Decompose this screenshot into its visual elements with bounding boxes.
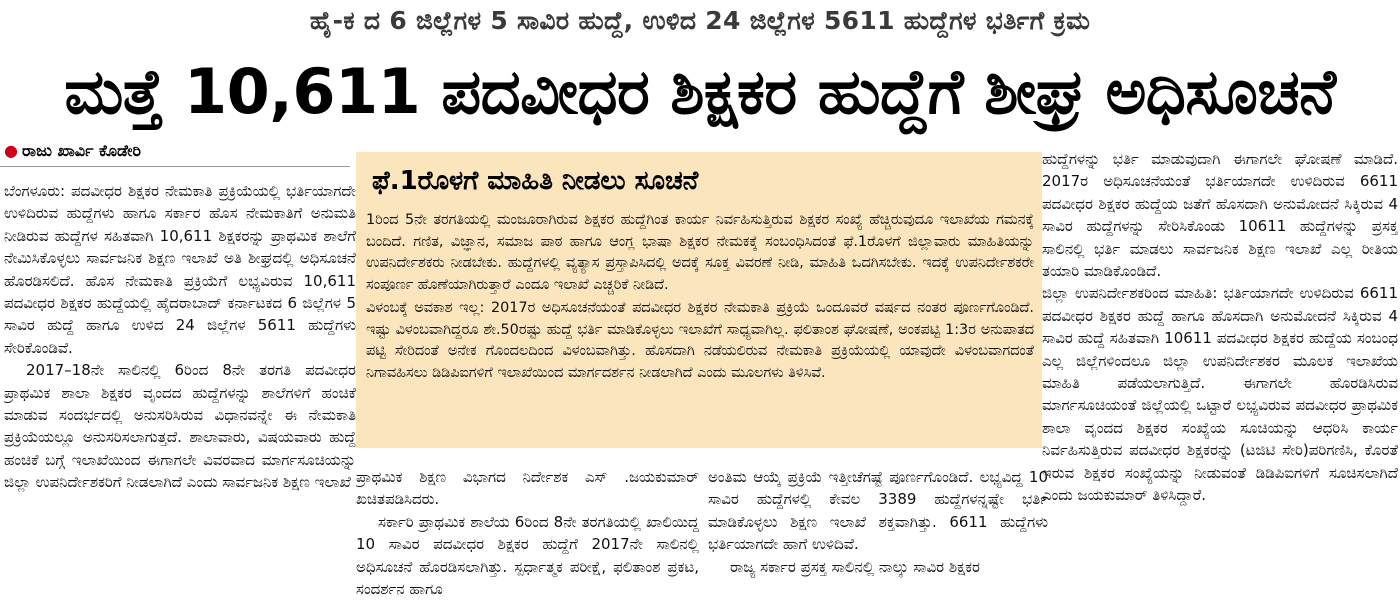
byline-divider <box>0 166 350 167</box>
column3-paragraph-1: ಅಂತಿಮ ಆಯ್ಕೆ ಪ್ರಕ್ರಿಯೆ ಇತ್ತೀಚೆಗಷ್ಟೆ ಪೂರ್ಣಗೊಂಡಿದೆ. ಲಭ್ಯವಿದ್ದ 10 ಸಾವಿರ ಹುದ್ದೆಗಳಲ್ಲಿ ಕೇವಲ 3389 ಹುದ್ದೆಗಳನ್ನಷ್ಟೇ ಭರ್ತಿ ಮಾಡಿಕೊಳ್ಳಲು ಶಿಕ್ಷಣ ಇಲಾಖೆ ಶಕ್ತವಾಗಿತ್ತು. 6611 ಹುದ್ದೆಗಳು ಭರ್ತಿಯಾಗದೇ ಹಾಗೆ ಉಳಿದಿವೆ. <box>708 468 1048 554</box>
sidebar-box-body <box>366 210 1034 442</box>
byline-author: ರಾಜು ಖಾರ್ವಿ ಕೊಡೇರಿ <box>21 141 141 160</box>
column4-paragraph-2: ಜಿಲ್ಲಾ ಉಪನಿರ್ದೇಶಕರಿಂದ ಮಾಹಿತಿ: ಭರ್ತಿಯಾಗದೇ ಉಳಿದಿರುವ 6611 ಪದವೀಧರ ಶಿಕ್ಷಕರ ಹುದ್ದೆ ಹಾಗೂ ಹೊಸದಾಗಿ ಅನುಮೋದನೆ ಸಿಕ್ಕಿರುವ 4 ಸಾವಿರ ಹುದ್ದೆ ಸಹಿತವಾಗಿ 10611 ಪದವೀಧರ ಶಿಕ್ಷಕರ ಹುದ್ದೆಯ ಸಂಬಂಧ ಎಲ್ಲ ಜಿಲ್ಲೆಗಳಿಂದಲೂ ಜಿಲ್ಲಾ ಉಪನಿರ್ದೇಶಕರ ಮೂಲಕ ಇಲಾಖೆಯ ಮಾಹಿತಿ ಪಡೆಯಲಾಗುತ್ತಿದೆ. ಈಗಾಗಲೇ ಹೊರಡಿಸಿರುವ ಮಾರ್ಗಸೂಚಿಯಂತೆ ಜಿಲ್ಲೆಯಲ್ಲಿ ಒಟ್ಟಾರೆ ಲಭ್ಯವಿರುವ ಪದವೀಧರ ಪ್ರಾಥಮಿಕ ಶಾಲಾ ವೃಂದದ ಶಿಕ್ಷಕರ ಸಂಖ್ಯೆಯ ಸೂಚಿಯನ್ನು ಆಧರಿಸಿ ಕಾರ್ಯ ನಿರ್ವಹಿಸುತ್ತಿರುವ ಪದವೀಧರ ಶಿಕ್ಷಕರನ್ನು (ಟಜಿಟಿ ಸೇರಿ)ಪರಿಗಣಿಸಿ, ಕೊರತೆ ಇರುವ ಶಿಕ್ಷಕರ ಸಂಖ್ಯೆಯನ್ನು ನೀಡುವಂತೆ ಡಿಡಿಪಿಐಗಳಿಗೆ ಸೂಚಿಸಲಾಗಿದೆ ಎಂದು ಜಯಕುಮಾರ್ ತಿಳಿಸಿದ್ದಾರೆ. <box>1042 284 1398 505</box>
column2-paragraph-2: ಸರ್ಕಾರಿ ಪ್ರಾಥಮಿಕ ಶಾಲೆಯ 6ರಿಂದ 8ನೇ ತರಗತಿಯಲ್ಲಿ ಖಾಲಿಯಿದ್ದ 10 ಸಾವಿರ ಪದವೀಧರ ಶಿಕ್ಷಕರ ಹುದ್ದೆಗೆ 2017ನೇ ಸಾಲಿನಲ್ಲಿ ಅಧಿಸೂಚನೆ ಹೊರಡಿಸಲಾಗಿತ್ತು. ಸ್ಪರ್ಧಾತ್ಮಕ ಪರೀಕ್ಷೆ, ಫಲಿತಾಂಶ ಪ್ರಕಟ, ಸಂದರ್ಶನ ಹಾಗೂ <box>356 512 699 599</box>
column1-paragraph-2: 2017–18ನೇ ಸಾಲಿನಲ್ಲಿ 6ರಿಂದ 8ನೇ ತರಗತಿ ಪದವೀಧರ ಪ್ರಾಥಮಿಕ ಶಾಲಾ ಶಿಕ್ಷಕರ ವೃಂದದ ಹುದ್ದೆಗಳನ್ನು ಶಾಲೆಗಳಿಗೆ ಹಂಚಿಕೆ ಮಾಡುವ ಸಂದರ್ಭದಲ್ಲಿ ಅನುಸರಿಸಿರುವ ವಿಧಾನವನ್ನೇ ಈ ನೇಮಕಾತಿ ಪ್ರಕ್ರಿಯೆಯಲ್ಲೂ ಅನುಸರಿಸಲಾಗುತ್ತದೆ. ಶಾಲಾವಾರು, ವಿಷಯವಾರು ಹುದ್ದೆ ಹಂಚಿಕೆ ಬಗ್ಗೆ ಇಲಾಖೆಯಿಂದ ಈಗಾಗಲೇ ವಿವರವಾದ ಮಾರ್ಗಸೂಚಿಯನ್ನು ಜಿಲ್ಲಾ ಉಪನಿರ್ದೇಶಕರಿಗೆ ನೀಡಲಾಗಿದೆ ಎಂದು ಸಾರ್ವಜನಿಕ ಶಿಕ್ಷಣ ಇಲಾಖೆ <box>4 361 356 492</box>
kicker-headline: ಹೈ-ಕ ದ 6 ಜಿಲ್ಲೆಗಳ 5 ಸಾವಿರ ಹುದ್ದೆ, ಉಳಿದ 24 ಜಿಲ್ಲೆಗಳ 5611 ಹುದ್ದೆಗಳ ಭರ್ತಿಗೆ ಕ್ರಮ <box>309 6 1091 35</box>
column3-paragraph-2: ರಾಜ್ಯ ಸರ್ಕಾರ ಪ್ರಸಕ್ತ ಸಾಲಿನಲ್ಲಿ ನಾಲ್ಕು ಸಾವಿರ ಶಿಕ್ಷಕರ <box>730 557 980 576</box>
sidebar-box-paragraph-1: 1ರಿಂದ 5ನೇ ತರಗತಿಯಲ್ಲಿ ಮಂಜೂರಾಗಿರುವ ಶಿಕ್ಷಕರ ಹುದ್ದೆಗಿಂತ ಕಾರ್ಯ ನಿರ್ವಹಿಸುತ್ತಿರುವ ಶಿಕ್ಷಕರ ಸಂಖ್ಯೆ ಹೆಚ್ಚಿರುವುದೂ ಇಲಾಖೆಯ ಗಮನಕ್ಕೆ ಬಂದಿದೆ. ಗಣಿತ, ವಿಜ್ಞಾನ, ಸಮಾಜ ಪಾಠ ಹಾಗೂ ಆಂಗ್ಲ ಭಾಷಾ ಶಿಕ್ಷಕರ ನೇಮಕಕ್ಕೆ ಸಂಬಂಧಿಸಿದಂತೆ ಫೆ.1ರೊಳಗೆ ಜಿಲ್ಲಾವಾರು ಮಾಹಿತಿಯನ್ನು ಉಪನಿರ್ದೇಶಕರು ನೀಡಬೇಕು. ಹುದ್ದೆಗಳಲ್ಲಿ ವ್ಯತ್ಯಾಸ ಪ್ರಸ್ತಾಪಿಸಿದಲ್ಲಿ ಅದಕ್ಕೆ ಸೂಕ್ತ ವಿವರಣೆ ನೀಡಿ, ಮಾಹಿತಿ ಒದಗಿಸಬೇಕು. ಇದಕ್ಕೆ ಉಪನಿರ್ದೇಶಕರೇ ಸಂಪೂರ್ಣ ಹೊಣೆಯಾಗಿರುತ್ತಾರೆ ಎಂದೂ ಇಲಾಖೆ ಎಚ್ಚರಿಕೆ ನೀಡಿದೆ. <box>366 212 1034 293</box>
article-column-2 <box>356 466 699 612</box>
article-column-4 <box>1042 148 1398 612</box>
sidebar-box-title: ಫೆ.1ರೊಳಗೆ ಮಾಹಿತಿ ನೀಡಲು ಸೂಚನೆ <box>372 166 699 196</box>
article-column-3 <box>708 466 1048 612</box>
article-column-1 <box>4 180 356 612</box>
column4-paragraph-1: ಹುದ್ದೆಗಳನ್ನು ಭರ್ತಿ ಮಾಡುವುದಾಗಿ ಈಗಾಗಲೇ ಘೋಷಣೆ ಮಾಡಿದೆ. 2017ರ ಅಧಿಸೂಚನೆಯಂತೆ ಭರ್ತಿಯಾಗದೇ ಉಳಿದಿರುವ 6611 ಪದವೀಧರ ಶಿಕ್ಷಕರ ಹುದ್ದೆಯ ಜತೆಗೆ ಹೊಸದಾಗಿ ಅನುಮೋದನೆ ಸಿಕ್ಕಿರುವ 4 ಸಾವಿರ ಹುದ್ದೆಗಳನ್ನು ಸೇರಿಸಿಕೊಂಡು 10611 ಹುದ್ದೆಗಳನ್ನು ಪ್ರಸಕ್ತ ಸಾಲಿನಲ್ಲಿ ಭರ್ತಿ ಮಾಡಲು ಸಾರ್ವಜನಿಕ ಶಿಕ್ಷಣ ಇಲಾಖೆ ಎಲ್ಲ ರೀತಿಯ ತಯಾರಿ ಮಾಡಿಕೊಂಡಿದೆ. <box>1042 150 1398 281</box>
byline <box>4 141 141 161</box>
sidebar-box-paragraph-2: ವಿಳಂಬಕ್ಕೆ ಅವಕಾಶ ಇಲ್ಲ: 2017ರ ಅಧಿಸೂಚನೆಯಂತೆ ಪದವೀಧರ ಶಿಕ್ಷಕರ ನೇಮಕಾತಿ ಪ್ರಕ್ರಿಯೆ ಒಂದೂವರೆ ವರ್ಷದ ನಂತರ ಪೂರ್ಣಗೊಂಡಿದೆ. ಇಷ್ಟು ವಿಳಂಬವಾಗಿದ್ದರೂ ಶೇ.50ರಷ್ಟು ಹುದ್ದೆ ಭರ್ತಿ ಮಾಡಿಕೊಳ್ಳಲು ಇಲಾಖೆಗೆ ಸಾಧ್ಯವಾಗಿಲ್ಲ. ಫಲಿತಾಂಶ ಘೋಷಣೆ, ಅಂಕಪಟ್ಟಿ 1:3ರ ಅನುಪಾತದ ಪಟ್ಟಿ ಸೇರಿದಂತೆ ಅನೇಕ ಗೊಂದಲದಿಂದ ವಿಳಂಬವಾಗಿತ್ತು. ಹೊಸದಾಗಿ ನಡೆಯಲಿರುವ ನೇಮಕಾತಿ ಪ್ರಕ್ರಿಯೆಯಲ್ಲಿ ಯಾವುದೇ ವಿಳಂಬವಾಗದಂತೆ ನಿಗಾವಹಿಸಲು ಡಿಡಿಪಿಐಗಳಿಗೆ ಇಲಾಖೆಯಿಂದ ಮಾರ್ಗದರ್ಶನ ನೀಡಲಾಗಿದೆ ಎಂದು ಮೂಲಗಳು ತಿಳಿಸಿವೆ. <box>366 300 1034 381</box>
sidebar-box <box>356 152 1042 448</box>
column1-paragraph-1: ಬೆಂಗಳೂರು: ಪದವೀಧರ ಶಿಕ್ಷಕರ ನೇಮಕಾತಿ ಪ್ರಕ್ರಿಯೆಯಲ್ಲಿ ಭರ್ತಿಯಾಗದೇ ಉಳಿದಿರುವ ಹುದ್ದೆಗಳು ಹಾಗೂ ಸರ್ಕಾರ ಹೊಸ ನೇಮಕಾತಿಗೆ ಅನುಮತಿ ನೀಡಿರುವ ಹುದ್ದೆಗಳ ಸಹಿತವಾಗಿ 10,611 ಶಿಕ್ಷಕರನ್ನು ಪ್ರಾಥಮಿಕ ಶಾಲೆಗೆ ನೇಮಿಸಿಕೊಳ್ಳಲು ಸಾರ್ವಜನಿಕ ಶಿಕ್ಷಣ ಇಲಾಖೆ ಅತಿ ಶೀಘ್ರದಲ್ಲಿ ಅಧಿಸೂಚನೆ ಹೊರಡಿಸಲಿದೆ. ಹೊಸ ನೇಮಕಾತಿ ಪ್ರಕ್ರಿಯೆಗೆ ಲಭ್ಯವಿರುವ 10,611 ಪದವೀಧರ ಶಿಕ್ಷಕರ ಹುದ್ದೆಯಲ್ಲಿ ಹೈದರಾಬಾದ್ ಕರ್ನಾಟಕದ 6 ಜಿಲ್ಲೆಗಳ 5 ಸಾವಿರ ಹುದ್ದೆ ಹಾಗೂ ಉಳಿದ 24 ಜಿಲ್ಲೆಗಳ 5611 ಹುದ್ದೆಗಳು ಸೇರಿಕೊಂಡಿವೆ. <box>4 182 356 357</box>
bullet-dot-icon: ● <box>4 141 18 160</box>
main-headline: ಮತ್ತೆ 10,611 ಪದವೀಧರ ಶಿಕ್ಷಕರ ಹುದ್ದೆಗೆ ಶೀಘ್ರ ಅಧಿಸೂಚನೆ <box>64 55 1336 128</box>
column2-paragraph-1: ಪ್ರಾಥಮಿಕ ಶಿಕ್ಷಣ ವಿಭಾಗದ ನಿರ್ದೇಶಕ ಎಸ್ .ಜಯಕುಮಾರ್ ಖಚಿತಪಡಿಸಿದರು. <box>356 468 699 509</box>
